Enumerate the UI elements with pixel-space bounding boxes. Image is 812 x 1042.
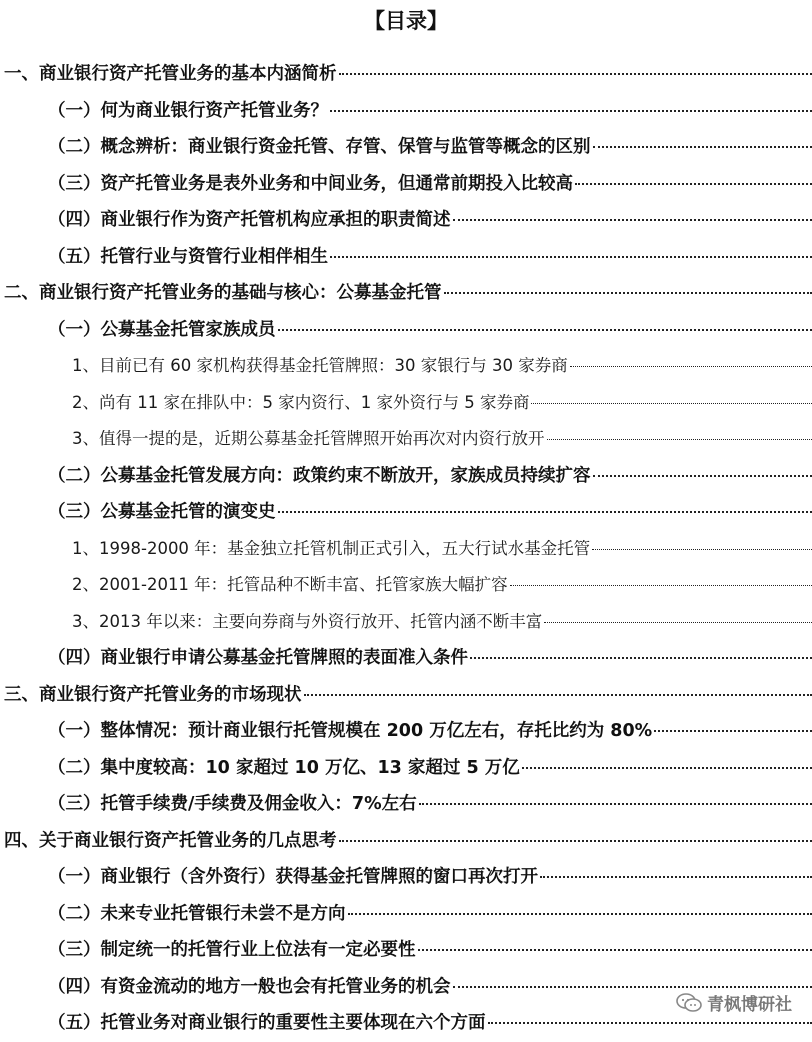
toc-entry-level-2[interactable] [0, 713, 812, 750]
toc-entry-text: （二）概念辨析：商业银行资金托管、存管、保管与监管等概念的区别 [48, 129, 591, 166]
toc-entry-text: （五）托管行业与资管行业相伴相生 [48, 239, 328, 276]
dot-leader [339, 840, 812, 842]
dot-leader [419, 803, 812, 805]
wechat-icon [675, 992, 703, 1014]
toc-entry-text: 1、目前已有 60 家机构获得基金托管牌照：30 家银行与 30 家券商 [72, 348, 568, 385]
toc-entry-text: 1、1998-2000 年：基金独立托管机制正式引入，五大行试水基金托管 [72, 531, 590, 568]
toc-entry-text: （三）托管手续费/手续费及佣金收入：7%左右 [48, 786, 417, 823]
toc-entry-level-1[interactable] [0, 275, 812, 312]
dot-leader [510, 585, 812, 586]
dot-leader [547, 439, 812, 440]
watermark [675, 990, 792, 1015]
toc-entry-level-3[interactable] [0, 531, 812, 568]
toc-entry-level-2[interactable] [0, 750, 812, 787]
dot-leader [470, 657, 812, 659]
toc-entry-text: （三）制定统一的托管行业上位法有一定必要性 [48, 932, 416, 969]
dot-leader [575, 183, 812, 185]
toc-entry-level-3[interactable] [0, 604, 812, 641]
toc-entry-level-2[interactable] [0, 859, 812, 896]
toc-entry-level-3[interactable] [0, 567, 812, 604]
dot-leader [593, 475, 812, 477]
dot-leader [418, 949, 812, 951]
toc-entry-text: （一）何为商业银行资产托管业务？ [48, 93, 328, 130]
dot-leader [540, 876, 812, 878]
toc-entry-level-3[interactable] [0, 348, 812, 385]
toc-entry-text: 2、尚有 11 家在排队中：5 家内资行、1 家外资行与 5 家券商 [72, 385, 529, 422]
toc-entry-text: 一、商业银行资产托管业务的基本内涵简析 [4, 56, 337, 93]
toc-entry-text: 四、关于商业银行资产托管业务的几点思考 [4, 823, 337, 860]
dot-leader [592, 549, 812, 550]
dot-leader [544, 622, 812, 623]
toc-entry-text: 2、2001-2011 年：托管品种不断丰富、托管家族大幅扩容 [72, 567, 508, 604]
toc-entry-level-2[interactable] [0, 896, 812, 933]
dot-leader [330, 256, 812, 258]
toc-entry-text: 三、商业银行资产托管业务的市场现状 [4, 677, 302, 714]
dot-leader [330, 110, 812, 112]
toc-entry-level-2[interactable] [0, 458, 812, 495]
toc-entry-text: （四）有资金流动的地方一般也会有托管业务的机会 [48, 969, 451, 1006]
dot-leader [522, 767, 812, 769]
toc-entry-text: 3、值得一提的是，近期公募基金托管牌照开始再次对内资行放开 [72, 421, 545, 458]
toc-entry-text: 3、2013 年以来：主要向券商与外资行放开、托管内涵不断丰富 [72, 604, 542, 641]
dot-leader [453, 219, 812, 221]
toc-entry-level-1[interactable] [0, 56, 812, 93]
toc-entry-level-3[interactable] [0, 385, 812, 422]
table-of-contents [0, 56, 812, 1042]
toc-entry-text: （一）公募基金托管家族成员 [48, 312, 276, 349]
toc-entry-text: （四）商业银行申请公募基金托管牌照的表面准入条件 [48, 640, 468, 677]
toc-entry-text: （三）公募基金托管的演变史 [48, 494, 276, 531]
toc-entry-level-2[interactable] [0, 129, 812, 166]
toc-entry-text: 二、商业银行资产托管业务的基础与核心：公募基金托管 [4, 275, 442, 312]
dot-leader [304, 694, 812, 696]
dot-leader [570, 366, 812, 367]
toc-entry-level-2[interactable] [0, 786, 812, 823]
toc-title: 【目录】 [0, 6, 812, 36]
toc-entry-level-2[interactable] [0, 932, 812, 969]
toc-entry-level-2[interactable] [0, 202, 812, 239]
toc-entry-text: （二）未来专业托管银行未尝不是方向 [48, 896, 346, 933]
toc-entry-level-2[interactable] [0, 166, 812, 203]
dot-leader [531, 403, 812, 404]
toc-entry-level-2[interactable] [0, 93, 812, 130]
dot-leader [488, 1022, 812, 1024]
dot-leader [444, 292, 812, 294]
toc-entry-level-2[interactable] [0, 312, 812, 349]
toc-entry-text: （五）托管业务对商业银行的重要性主要体现在六个方面 [48, 1005, 486, 1042]
dot-leader [278, 329, 812, 331]
toc-entry-text: （三）资产托管业务是表外业务和中间业务，但通常前期投入比较高 [48, 166, 573, 203]
toc-entry-text: （一）整体情况：预计商业银行托管规模在 200 万亿左右，存托比约为 80% [48, 713, 652, 750]
dot-leader [278, 511, 812, 513]
dot-leader [593, 146, 812, 148]
dot-leader [453, 986, 812, 988]
toc-entry-text: （一）商业银行（含外资行）获得基金托管牌照的窗口再次打开 [48, 859, 538, 896]
toc-entry-level-1[interactable] [0, 677, 812, 714]
toc-entry-text: （二）公募基金托管发展方向：政策约束不断放开，家族成员持续扩容 [48, 458, 591, 495]
toc-entry-text: （四）商业银行作为资产托管机构应承担的职责简述 [48, 202, 451, 239]
toc-entry-level-1[interactable] [0, 823, 812, 860]
toc-entry-level-2[interactable] [0, 239, 812, 276]
dot-leader [348, 913, 812, 915]
toc-entry-text: （二）集中度较高：10 家超过 10 万亿、13 家超过 5 万亿 [48, 750, 520, 787]
toc-entry-level-3[interactable] [0, 421, 812, 458]
toc-entry-level-2[interactable] [0, 640, 812, 677]
watermark-text: 青枫博研社 [707, 990, 792, 1015]
dot-leader [339, 73, 812, 75]
toc-entry-level-2[interactable] [0, 494, 812, 531]
dot-leader [654, 730, 812, 732]
